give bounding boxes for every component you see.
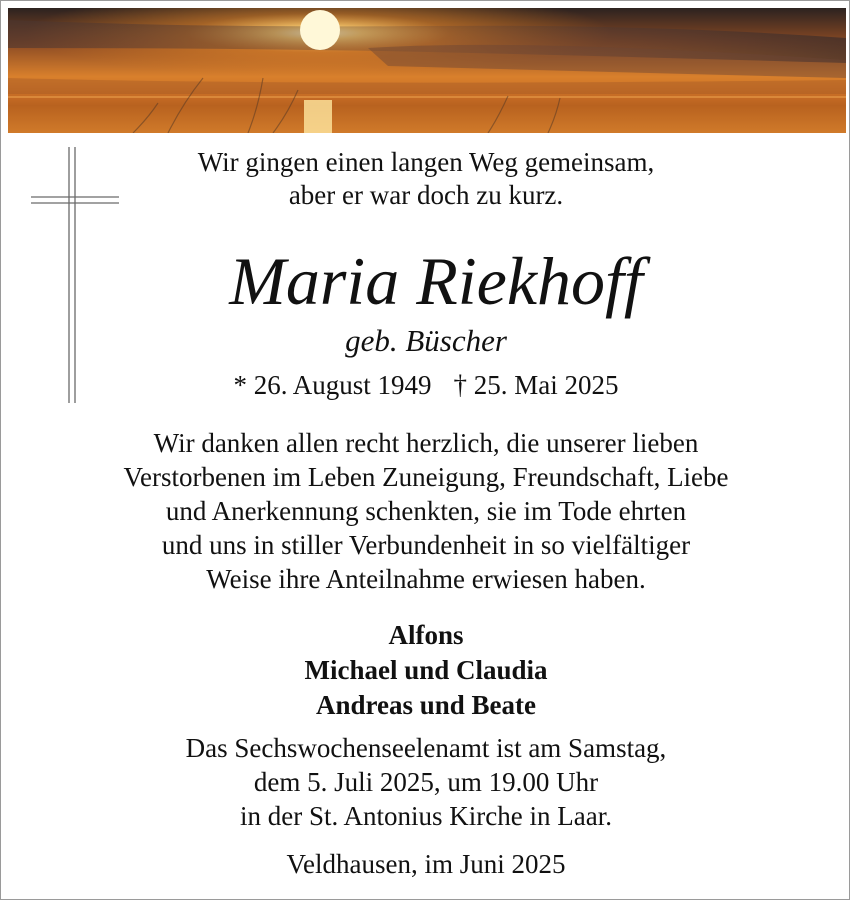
service-info: [1, 731, 850, 833]
thanks-line: Weise ihre Anteilnahme erwiesen haben.: [206, 564, 646, 594]
thanks-line: Wir danken allen recht herzlich, die unserer lieben: [153, 428, 699, 458]
thanks-line: und uns in stiller Verbundenheit in so vielfältiger: [161, 530, 691, 560]
birth-date: * 26. August 1949: [233, 370, 432, 400]
family-line: Alfons: [388, 620, 464, 650]
service-line: Das Sechswochenseelenamt ist am Samstag,: [185, 733, 667, 763]
thanks-text: [1, 426, 850, 596]
birth-name: geb. Büscher: [345, 323, 507, 358]
thanks-line: und Anerkennung schenkten, sie im Tode ehrten: [165, 496, 687, 526]
thanks-line: Verstorbenen im Leben Zuneigung, Freundschaft, Liebe: [123, 462, 729, 492]
service-line: in der St. Antonius Kirche in Laar.: [240, 801, 612, 831]
sunset-photo: [8, 8, 846, 133]
death-date: † 25. Mai 2025: [453, 370, 619, 400]
service-line: dem 5. Juli 2025, um 19.00 Uhr: [253, 767, 599, 797]
life-dates: [1, 368, 850, 402]
motto: [1, 146, 850, 212]
family-names: [1, 618, 850, 723]
place-date: Veldhausen, im Juni 2025: [286, 849, 566, 879]
deceased-name: Maria Riekhoff: [229, 243, 643, 319]
motto-line: aber er war doch zu kurz.: [288, 180, 564, 210]
family-line: Michael und Claudia: [304, 655, 548, 685]
motto-line: Wir gingen einen langen Weg gemeinsam,: [197, 147, 655, 177]
family-line: Andreas und Beate: [315, 690, 537, 720]
